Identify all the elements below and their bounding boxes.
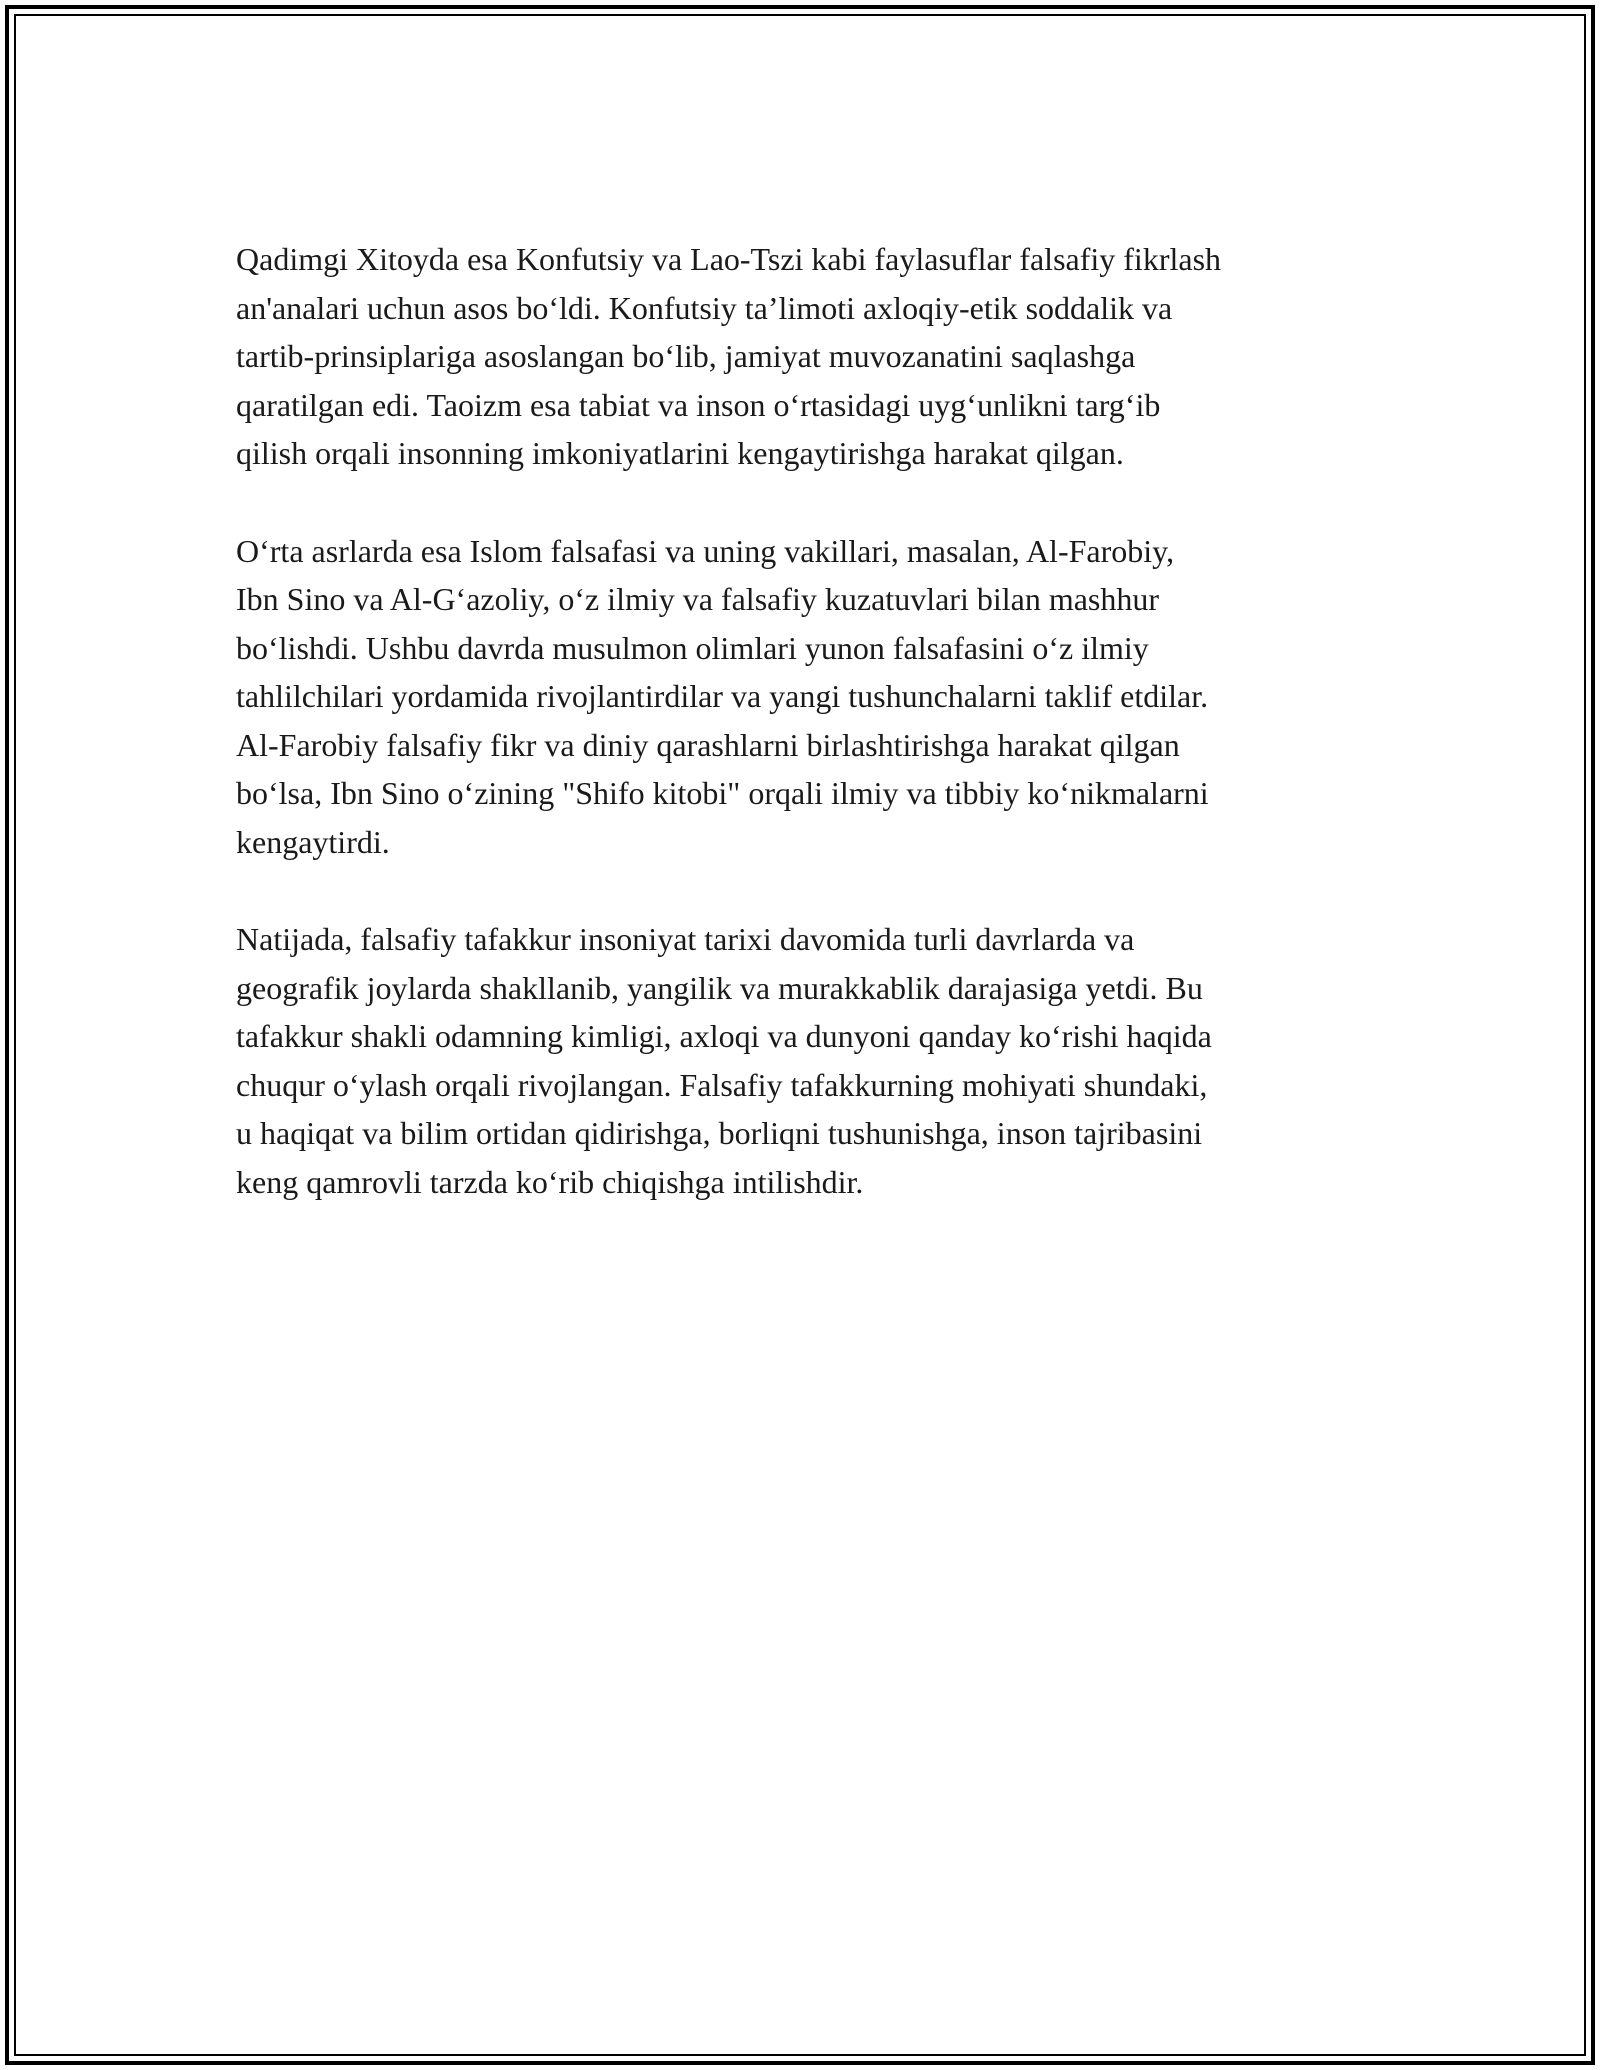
paragraph-islamic-philosophy: O‘rta asrlarda esa Islom falsafasi va uning vakillari, masalan, Al-Farobiy, Ibn Sino va Al-G‘azoliy, o‘z ilmiy va falsafiy kuzatuvlari bilan mashhur bo‘lishdi. Ushbu davrda musulmon olimlari yunon falsafasini o‘z ilmiy tahlilchilari yordamida rivojlantirdilar va yangi tushunchalarni taklif etdilar. Al-Farobiy falsafiy fikr va diniy qarashlarni birlashtirishga harakat qilgan bo‘lsa, Ibn Sino o‘zining "Shifo kitobi" orqali ilmiy va tibbiy ko‘nikmalarni kengaytirdi. [236, 532, 1209, 860]
paragraph-chinese-philosophy: Qadimgi Xitoyda esa Konfutsiy va Lao-Tszi kabi faylasuflar falsafiy fikrlash an'analari uchun asos bo‘ldi. Konfutsiy ta’limoti axloqiy-etik soddalik va tartib-prinsiplariga asoslangan bo‘lib, jamiyat muvozanatini saqlashga qaratilgan edi. Taoizm esa tabiat va inson o‘rtasidagi uyg‘unlikni targ‘ib qilish orqali insonning imkoniyatlarini kengaytirishga harakat qilgan. [236, 241, 1222, 471]
paragraph-conclusion: Natijada, falsafiy tafakkur insoniyat tarixi davomida turli davrlarda va geografik joylarda shakllanib, yangilik va murakkablik darajasiga yetdi. Bu tafakkur shakli odamning kimligi, axloqi va dunyoni qanday ko‘rishi haqida chuqur o‘ylash orqali rivojlangan. Falsafiy tafakkurning mohiyati shundaki, u haqiqat va bilim ortidan qidirishga, borliqni tushunishga, inson tajribasini keng qamrovli tarzda ko‘rib chiqishga intilishdir. [236, 921, 1212, 1200]
document-body [236, 235, 1386, 1255]
